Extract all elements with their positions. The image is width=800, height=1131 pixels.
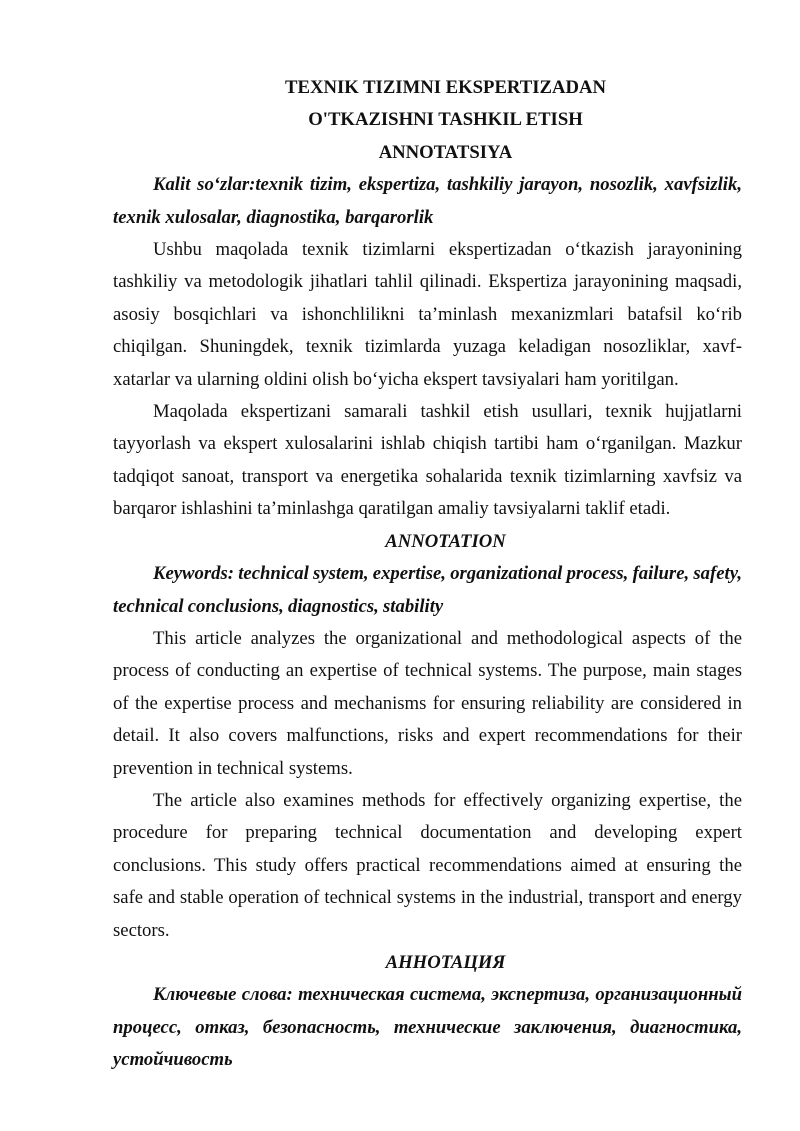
uz-keywords: Kalit so‘zlar:texnik tizim, ekspertiza, tashkiliy jarayon, nosozlik, xavfsizlik, texnik xulosalar, diagnostika, barqarorlik (113, 174, 742, 228)
uz-paragraph-1: Ushbu maqolada texnik tizimlarni ekspertizadan o‘tkazish jarayonining tashkiliy va metodologik jihatlari tahlil qilinadi. Ekspertiza jarayonining maqsadi, asosiy bosqichlari va ishonchlilikni ta’minlash mexanizmlari batafsil ko‘rib chiqilgan. Shuningdek, texnik tizimlarda yuzaga keladigan nosozliklar, xavf-xatarlar va ularning oldini olish bo‘yicha ekspert tavsiyalari ham yoritilgan. (113, 239, 742, 390)
uz-paragraph-2: Maqolada ekspertizani samarali tashkil etish usullari, texnik hujjatlarni tayyorlash va ekspert xulosalarini ishlab chiqish tartibi ham o‘rganilgan. Mazkur tadqiqot sanoat, transport va energetika sohalarida texnik tizimlarning xavfsiz va barqaror ishlashini ta’minlashga qaratilgan amaliy tavsiyalarni taklif etadi. (113, 401, 742, 520)
uz-annotation-heading: ANNOTATSIYA (378, 141, 513, 163)
ru-annotation-heading: АННОТАЦИЯ (385, 951, 506, 973)
article-title-line-1: TEXNIK TIZIMNI EKSPERTIZADAN (285, 77, 606, 98)
en-keywords: Keywords: technical system, expertise, organizational process, failure, safety, technical conclusions, diagnostics, stability (113, 563, 742, 617)
document-page (113, 72, 742, 1077)
en-paragraph-2: The article also examines methods for effectively organizing expertise, the procedure for preparing technical documentation and developing expert conclusions. This study offers practical recommendations aimed at ensuring the safe and stable operation of technical systems in the industrial, transport and energy sectors. (113, 789, 742, 941)
article-title-line-2: O'TKAZISHNI TASHKIL ETISH (308, 109, 583, 131)
en-annotation-heading: ANNOTATION (385, 530, 506, 552)
ru-keywords: Ключевые слова: техническая система, экспертиза, организационный процесс, отказ, безопасность, технические заключения, диагностика, устойчивость (113, 984, 742, 1071)
en-paragraph-1: This article analyzes the organizational and methodological aspects of the process of conducting an expertise of technical systems. The purpose, main stages of the expertise process and mechanisms for ensuring reliability are considered in detail. It also covers malfunctions, risks and expert recommendations for their prevention in technical systems. (113, 627, 742, 779)
